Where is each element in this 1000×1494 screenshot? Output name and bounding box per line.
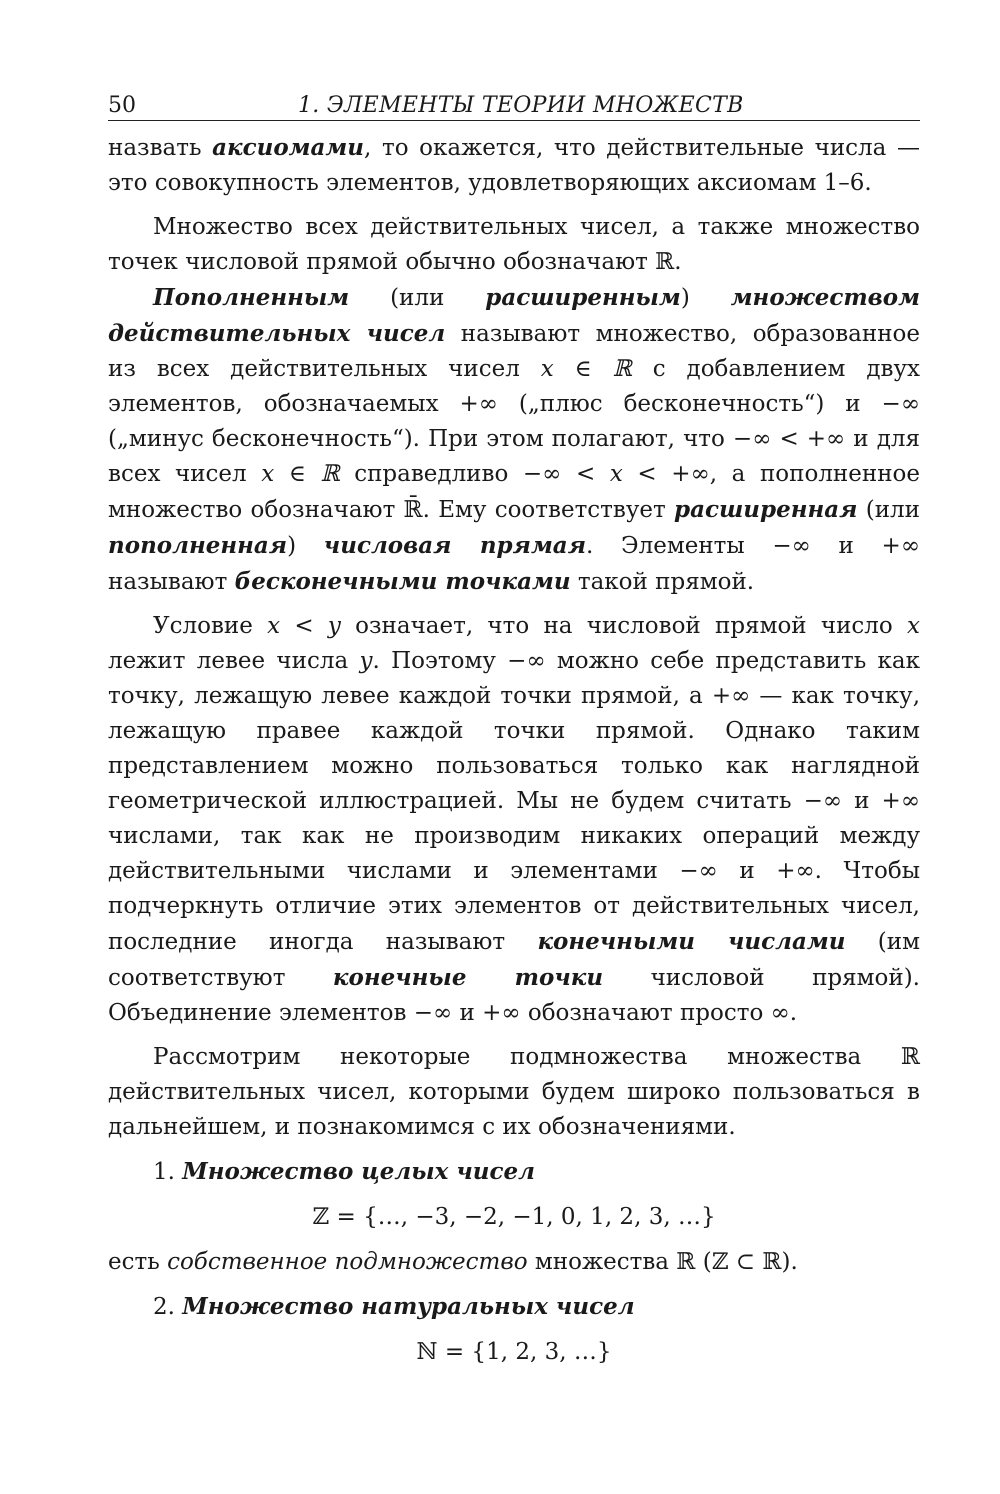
term-set-of-reals: множеством действительных чисел [108, 284, 920, 347]
math-x-less-y: x < y [267, 613, 341, 639]
text: есть [108, 1249, 168, 1275]
text: Условие [153, 613, 268, 639]
paragraph-proper-subset [108, 1245, 920, 1280]
text: . Поэтому −∞ можно себе представить как точку, лежащую левее каждой точки прямой, а +∞ — как точку, лежащую правее каждой точки прямой. Однако таким представлением можно пользоваться только как наглядной геометрической иллюстрацией. Мы не будем считать −∞ и +∞ числами, так как не производим никаких операций между действительными числами и элементами −∞ и +∞. Чтобы подчеркнуть отличие этих элементов от действительных чисел, последние иногда называют [108, 648, 920, 955]
running-title: 1. ЭЛЕМЕНТЫ ТЕОРИИ МНОЖЕСТВ [298, 93, 744, 118]
text: ) [680, 285, 731, 311]
text: (или [857, 497, 921, 523]
math-x: x [609, 461, 623, 487]
item-integers-heading [108, 1154, 920, 1190]
page-number: 50 [108, 93, 136, 118]
term-infinite-points: бесконечными точками [234, 568, 571, 595]
text: . Элементы −∞ и +∞ называют [108, 533, 920, 595]
text: < +∞, а пополненное множество обозначают ℝ̄. Ему соответствует [108, 461, 920, 523]
formula-integers [108, 1200, 920, 1235]
term-number-line: числовая прямая [323, 532, 587, 559]
term-extended-line: расширенная [673, 496, 858, 523]
term-naturals: Множество натуральных чисел [182, 1293, 635, 1320]
formula-naturals [108, 1335, 920, 1370]
paragraph-real-set [108, 210, 920, 280]
term-proper-subset: собственное подмножество [167, 1249, 528, 1275]
book-page [108, 88, 920, 1380]
text: (им соответствуют [108, 929, 920, 991]
text: ) [287, 533, 324, 559]
formula-text: ℕ = {1, 2, 3, …} [416, 1339, 612, 1365]
math-x-in-r: x ∈ ℝ [261, 461, 340, 487]
text: , то окажется, что действительные числа — это совокупность элементов, удовлетворяющих аксиомам 1–6. [108, 135, 920, 196]
text: назвать [108, 135, 213, 161]
term-axioms: аксиомами [212, 134, 365, 161]
paragraph-axioms [108, 130, 920, 201]
text: означает, что на числовой прямой число [340, 613, 908, 639]
item-number: 2. [153, 1294, 183, 1320]
text: числовой прямой). Объединение элементов −∞ и +∞ обозначают просто ∞. [108, 965, 920, 1026]
text: Рассмотрим некоторые подмножества множества ℝ действительных чисел, которыми будем широко пользоваться в дальнейшем, и познакомимся с их обозначениями. [108, 1044, 920, 1140]
term-finite-points: конечные точки [332, 964, 604, 991]
text: с добавлением двух элементов, обозначаемых +∞ („плюс бесконечность“) и −∞ („минус бесконечность“). При этом полагают, что −∞ < +∞ и для всех чисел [108, 356, 920, 487]
math-y: y [359, 648, 373, 674]
text: называют множество, образованное из всех действительных чисел [108, 321, 920, 382]
text: такой прямой. [570, 569, 755, 595]
paragraph-extended-reals [108, 280, 920, 600]
term-integers: Множество целых чисел [182, 1158, 535, 1185]
text: (или [349, 285, 486, 311]
text: справедливо −∞ < [339, 461, 610, 487]
text: Множество всех действительных чисел, а также множество точек числовой прямой обычно обозначают ℝ. [108, 214, 920, 275]
term-finite-numbers: конечными числами [537, 928, 846, 955]
math-x: x [907, 613, 921, 639]
running-header [108, 88, 920, 121]
formula-text: ℤ = {…, −3, −2, −1, 0, 1, 2, 3, …} [312, 1204, 716, 1230]
paragraph-order [108, 609, 920, 1031]
term-completed-line: пополненная [108, 532, 288, 559]
item-number: 1. [153, 1159, 183, 1185]
term-completed: Пополненным [153, 284, 350, 311]
math-x-in-r: x ∈ ℝ [540, 356, 632, 382]
page-body [108, 130, 920, 1370]
item-naturals-heading [108, 1289, 920, 1325]
term-extended: расширенным [485, 284, 681, 311]
text: множества ℝ (ℤ ⊂ ℝ). [527, 1249, 798, 1275]
text: лежит левее числа [108, 648, 360, 674]
paragraph-subsets [108, 1040, 920, 1145]
